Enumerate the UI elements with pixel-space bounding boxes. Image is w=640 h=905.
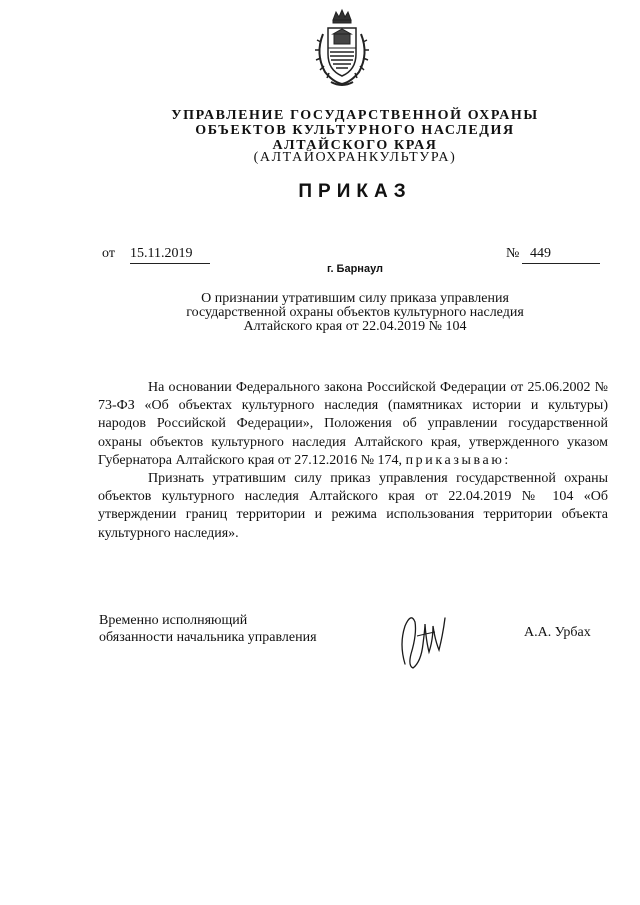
document-subject (120, 292, 590, 334)
date-label: от (102, 246, 115, 261)
position-line-1: Временно исполняющий (99, 613, 248, 628)
body-paragraph-1 (98, 379, 608, 470)
organization-short-name: (АЛТАЙОХРАНКУЛЬТУРА) (253, 150, 457, 165)
handwritten-signature (395, 604, 455, 676)
order-phrase: приказываю: (405, 452, 511, 468)
body-paragraph-2: Признать утратившим силу приказ управления государственной охраны объектов культурного наследия Алтайского края от 22.04.2019 № 104 «Об утверждении границ территории и режима использования территории объекта культурного наследия». (98, 471, 608, 541)
subject-line-3: Алтайского края от 22.04.2019 № 104 (243, 319, 467, 334)
document-body (98, 379, 608, 543)
organization-name-line-3: АЛТАЙСКОГО КРАЯ (272, 138, 438, 153)
paragraph-1-text: На основании Федерального закона Российской Федерации от 25.06.2002 № 73-ФЗ «Об объектах культурного наследия (памятниках истории и культуры) народов Российской Федерации», Положения об управлении государственной охраны объектов культурного наследия Алтайского края, утвержденного указом Губернатора Алтайского края от 27.12.2016 № 174, (98, 380, 608, 468)
signatory-position (99, 612, 317, 646)
organization-name-line-1: УПРАВЛЕНИЕ ГОСУДАРСТВЕННОЙ ОХРАНЫ (171, 108, 539, 123)
organization-name-line-2: ОБЪЕКТОВ КУЛЬТУРНОГО НАСЛЕДИЯ (195, 123, 515, 138)
position-line-2: обязанности начальника управления (99, 630, 317, 645)
document-type-title: ПРИКАЗ (298, 181, 412, 202)
coat-of-arms-emblem (309, 6, 375, 90)
subject-line-2: государственной охраны объектов культурного наследия (186, 305, 524, 320)
number-label: № (506, 246, 520, 261)
city-name: г. Барнаул (326, 263, 384, 275)
document-number: 449 (522, 246, 600, 264)
signatory-name: А.А. Урбах (524, 625, 591, 640)
document-date: 15.11.2019 (130, 246, 210, 264)
subject-line-1: О признании утратившим силу приказа управления (201, 291, 509, 306)
